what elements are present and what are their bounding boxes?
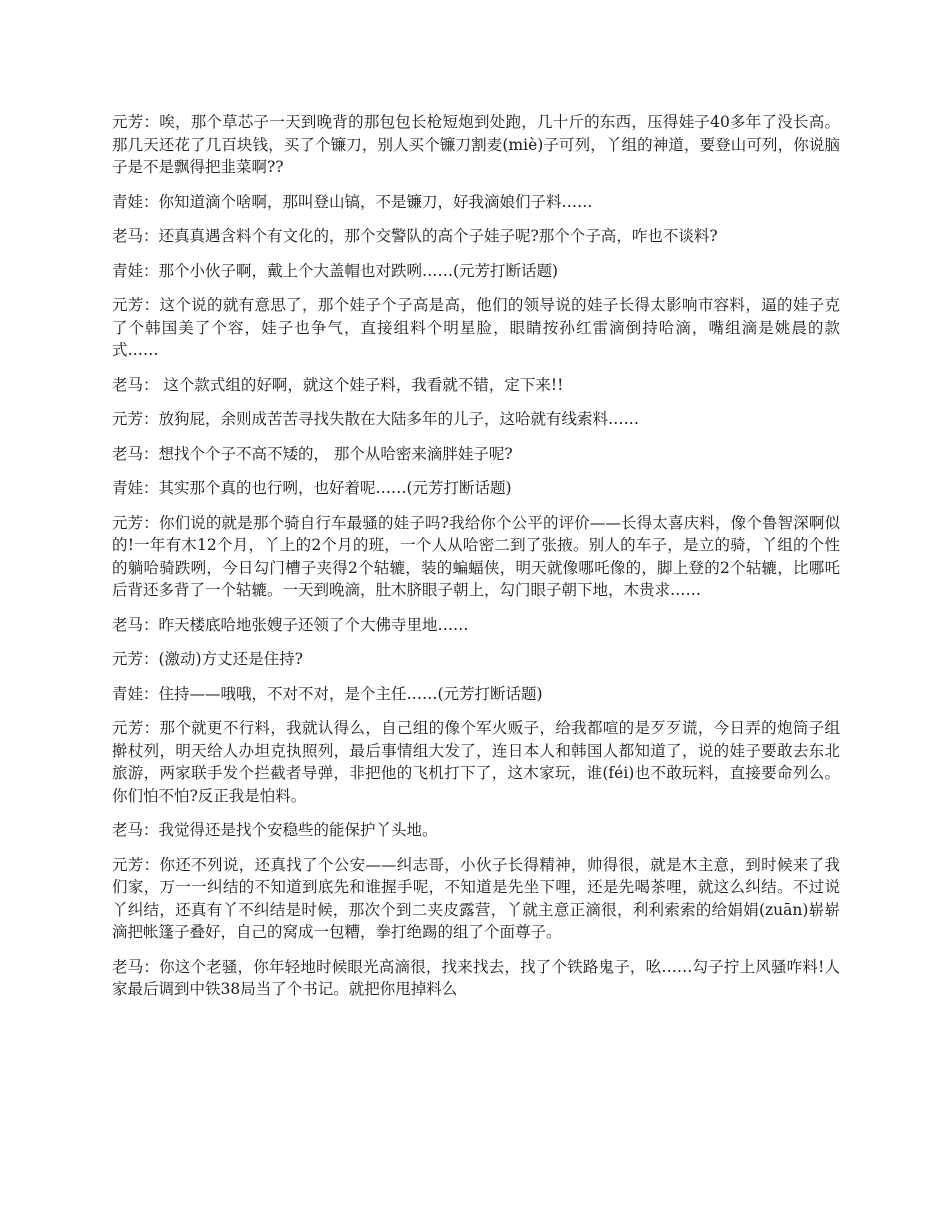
dialogue-paragraph-1: 元芳：唉，那个草芯子一天到晚背的那包包长枪短炮到处跑，几十斤的东西，压得娃子40多年了没长高。那几天还花了几百块钱，买了个镰刀，别人买个镰刀割麦(miè)子可列，丫组的神道，要登山可列，你说脑子是不是飘得把韭菜啊??: [112, 113, 840, 176]
dialogue-paragraph-5: 元芳：这个说的就有意思了，那个娃子个子高是高，他们的领导说的娃子长得太影响市容料，逼的娃子克了个韩国美了个容，娃子也争气，直接组料个明星脸，眼睛按孙红雷滴倒持哈滴，嘴组滴是姚晨的款式……: [112, 296, 840, 359]
dialogue-paragraph-17: 老马：你这个老骚，你年轻地时候眼光高滴很，找来找去，找了个铁路鬼子，吆……勾子拧上风骚咋料!人家最后调到中铁38局当了个书记。就把你甩掉料么: [112, 957, 840, 998]
dialogue-paragraph-15: 老马：我觉得还是找个安稳些的能保护丫头地。: [112, 821, 438, 839]
dialogue-paragraph-9: 青娃：其实那个真的也行咧，也好着呢……(元芳打断话题): [112, 479, 512, 497]
dialogue-paragraph-14: 元芳：那个就更不行料，我就认得么，自己组的像个军火贩子，给我都喧的是歹歹谎，今日弄的炮筒子组擀杖列，明天给人办坦克执照列，最后事情组大发了，连日本人和韩国人都知道了，说的娃子要敢去东北旅游，两家联手发个拦截者导弹，非把他的飞机打下了，这木家玩，谁(féi)也不敢玩料，直接要命列么。你们怕不怕?反正我是怕料。: [112, 719, 840, 805]
dialogue-paragraph-4: 青娃：那个小伙子啊，戴上个大盖帽也对跌咧……(元芳打断话题): [112, 261, 559, 280]
dialogue-paragraph-2: 青娃：你知道滴个啥啊，那叫登山镐，不是镰刀，好我滴娘们子料……: [112, 192, 593, 211]
dialogue-paragraph-13: 青娃：住持——哦哦，不对不对，是个主任……(元芳打断话题): [112, 684, 543, 703]
dialogue-paragraph-7: 元芳：放狗屁，余则成苦苦寻找失散在大陆多年的儿子，这哈就有线索料……: [112, 410, 640, 428]
dialogue-paragraph-11: 老马：昨天楼底哈地张嫂子还领了个大佛寺里地……: [112, 615, 469, 634]
dialogue-paragraph-10: 元芳：你们说的就是那个骑自行车最骚的娃子吗?我给你个公平的评价——长得太喜庆料，像个鲁智深啊似的!一年有木12个月，丫上的2个月的班，一个人从哈密二到了张掖。别人的车子，是立的骑，丫组的个性的躺哈骑跌咧，今日勾门槽子夹得2个轱辘，装的蝙蝠侠，明天就像哪吒像的，脚上登的2个轱辘，比哪吒后背还多背了一个轱辘。一天到晚滴，肚木脐眼子朝上，勾门眼子朝下地，木贵求……: [112, 513, 840, 599]
dialogue-body: [112, 111, 840, 1013]
dialogue-paragraph-12: 元芳：(激动)方丈还是住持?: [112, 650, 303, 668]
dialogue-paragraph-3: 老马：还真真遇含料个有文化的，那个交警队的高个子娃子呢?那个个子高，咋也不谈料?: [112, 227, 718, 245]
dialogue-paragraph-8: 老马：想找个个子不高不矮的， 那个从哈密来滴胖娃子呢?: [112, 444, 513, 463]
dialogue-paragraph-6: 老马： 这个款式组的好啊，就这个娃子料，我看就不错，定下来!!: [112, 375, 564, 394]
dialogue-paragraph-16: 元芳：你还不列说，还真找了个公安——纠志哥，小伙子长得精神，帅得很，就是木主意，到时候来了我们家，万一一纠结的不知道到底先和谁握手呢，不知道是先坐下哩，还是先喝茶哩，就这么纠结。不过说丫纠结，还真有丫不纠结是时候，那次个到二夹皮露营，丫就主意正滴很，利利索索的给娟娟(zuān)崭崭滴把帐篷子叠好，自己的窝成一包糟，拳打绝踢的组了个面尊子。: [112, 855, 840, 941]
